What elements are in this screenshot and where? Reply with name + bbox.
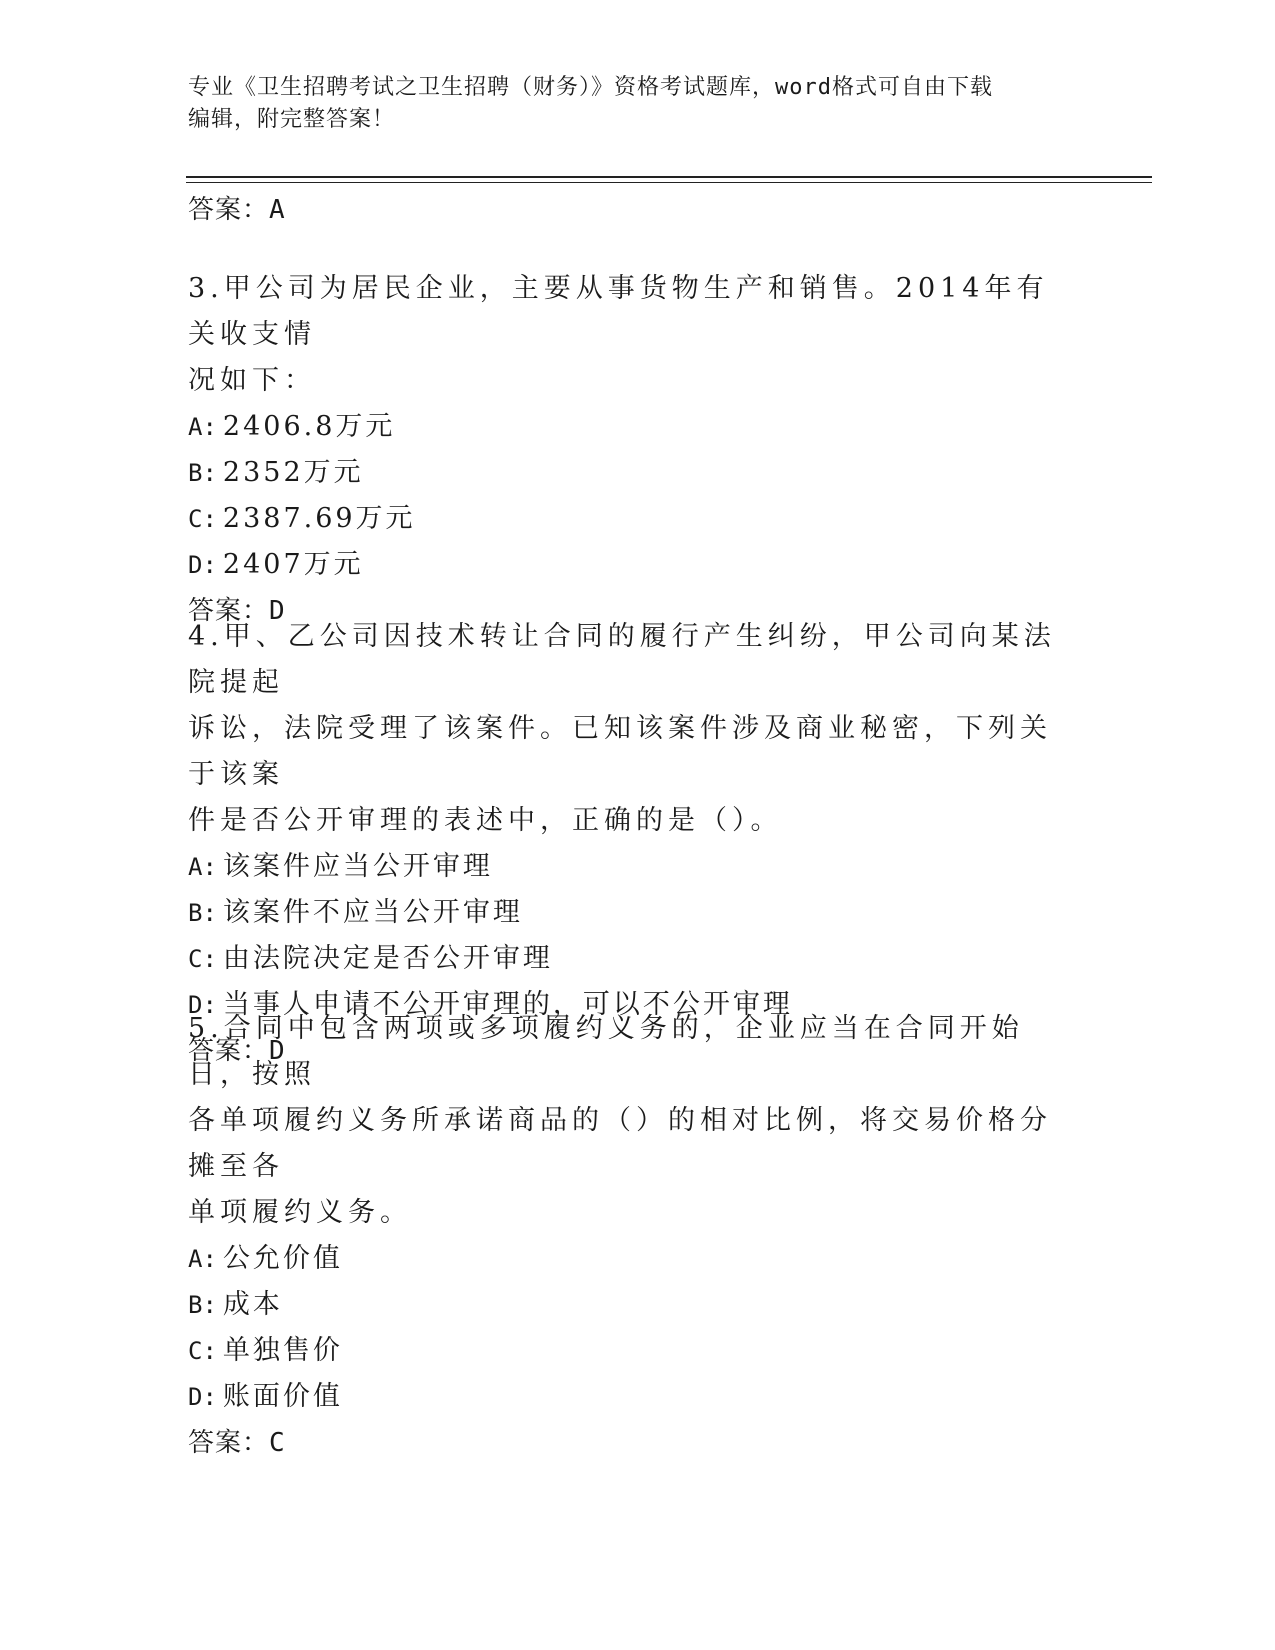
question-stem-line: 诉讼，法院受理了该案件。已知该案件涉及商业秘密，下列关于该案: [188, 713, 1052, 790]
header-line-2: 编辑，附完整答案！: [188, 107, 396, 132]
question-stem-line: 单项履约义务。: [188, 1197, 412, 1228]
answer-label: 答案：: [188, 1428, 270, 1458]
option-label: A:: [188, 1245, 217, 1273]
question-stem-line: 况如下：: [188, 365, 316, 396]
option-text: 账面价值: [222, 1381, 343, 1412]
answer-value: D: [269, 596, 286, 626]
option-text: 由法院决定是否公开审理: [222, 943, 553, 974]
option-b: [188, 450, 1068, 496]
option-label: D:: [188, 991, 217, 1019]
option-text: 该案件应当公开审理: [222, 851, 493, 882]
option-label: B:: [188, 459, 217, 487]
question-3: [188, 266, 1068, 634]
option-text: 2387.69万元: [222, 503, 416, 534]
option-text: 当事人申请不公开审理的，可以不公开审理: [222, 989, 793, 1020]
option-label: A:: [188, 853, 217, 881]
option-text: 2407万元: [222, 549, 364, 580]
option-text: 成本: [222, 1289, 283, 1320]
option-label: D:: [188, 551, 217, 579]
option-label: B:: [188, 899, 217, 927]
option-d: [188, 542, 1068, 588]
option-b: [188, 1282, 1068, 1328]
option-text: 2352万元: [222, 457, 364, 488]
question-stem-line: 各单项履约义务所承诺商品的（）的相对比例，将交易价格分摊至各: [188, 1105, 1052, 1182]
option-text: 该案件不应当公开审理: [222, 897, 523, 928]
question-stem-line: 5.合同中包含两项或多项履约义务的，企业应当在合同开始日，按照: [188, 1013, 1024, 1090]
option-label: C:: [188, 945, 217, 973]
question-stem-line: 3.甲公司为居民企业，主要从事货物生产和销售。2014年有关收支情: [188, 273, 1049, 350]
answer-label: 答案：: [188, 195, 270, 225]
option-label: A:: [188, 413, 217, 441]
option-label: B:: [188, 1291, 217, 1319]
option-a: [188, 1236, 1068, 1282]
option-label: D:: [188, 1383, 217, 1411]
header-divider-thick: [186, 176, 1152, 178]
option-text: 2406.8万元: [222, 411, 396, 442]
question-4: [188, 614, 1068, 1074]
option-a: [188, 844, 1068, 890]
option-label: C:: [188, 1337, 217, 1365]
option-text: 单独售价: [222, 1335, 343, 1366]
question-stem-line: 件是否公开审理的表述中，正确的是（）。: [188, 805, 783, 836]
answer-value: D: [269, 1036, 286, 1066]
option-d: [188, 1374, 1068, 1420]
option-c: [188, 1328, 1068, 1374]
header-divider-thin: [186, 182, 1152, 183]
previous-answer: [188, 194, 286, 226]
answer-label: 答案：: [188, 1036, 270, 1066]
option-b: [188, 890, 1068, 936]
document-header: [188, 72, 1068, 136]
option-c: [188, 496, 1068, 542]
option-text: 公允价值: [222, 1243, 343, 1274]
question-answer: [188, 1420, 1068, 1466]
answer-label: 答案：: [188, 596, 270, 626]
option-a: [188, 404, 1068, 450]
option-label: C:: [188, 505, 217, 533]
answer-value: C: [269, 1428, 286, 1458]
question-5: [188, 1006, 1068, 1466]
answer-value: A: [269, 195, 286, 225]
question-stem-line: 4.甲、乙公司因技术转让合同的履行产生纠纷，甲公司向某法院提起: [188, 621, 1056, 698]
header-line-1: 专业《卫生招聘考试之卫生招聘（财务）》资格考试题库，word格式可自由下载: [188, 75, 993, 100]
option-c: [188, 936, 1068, 982]
